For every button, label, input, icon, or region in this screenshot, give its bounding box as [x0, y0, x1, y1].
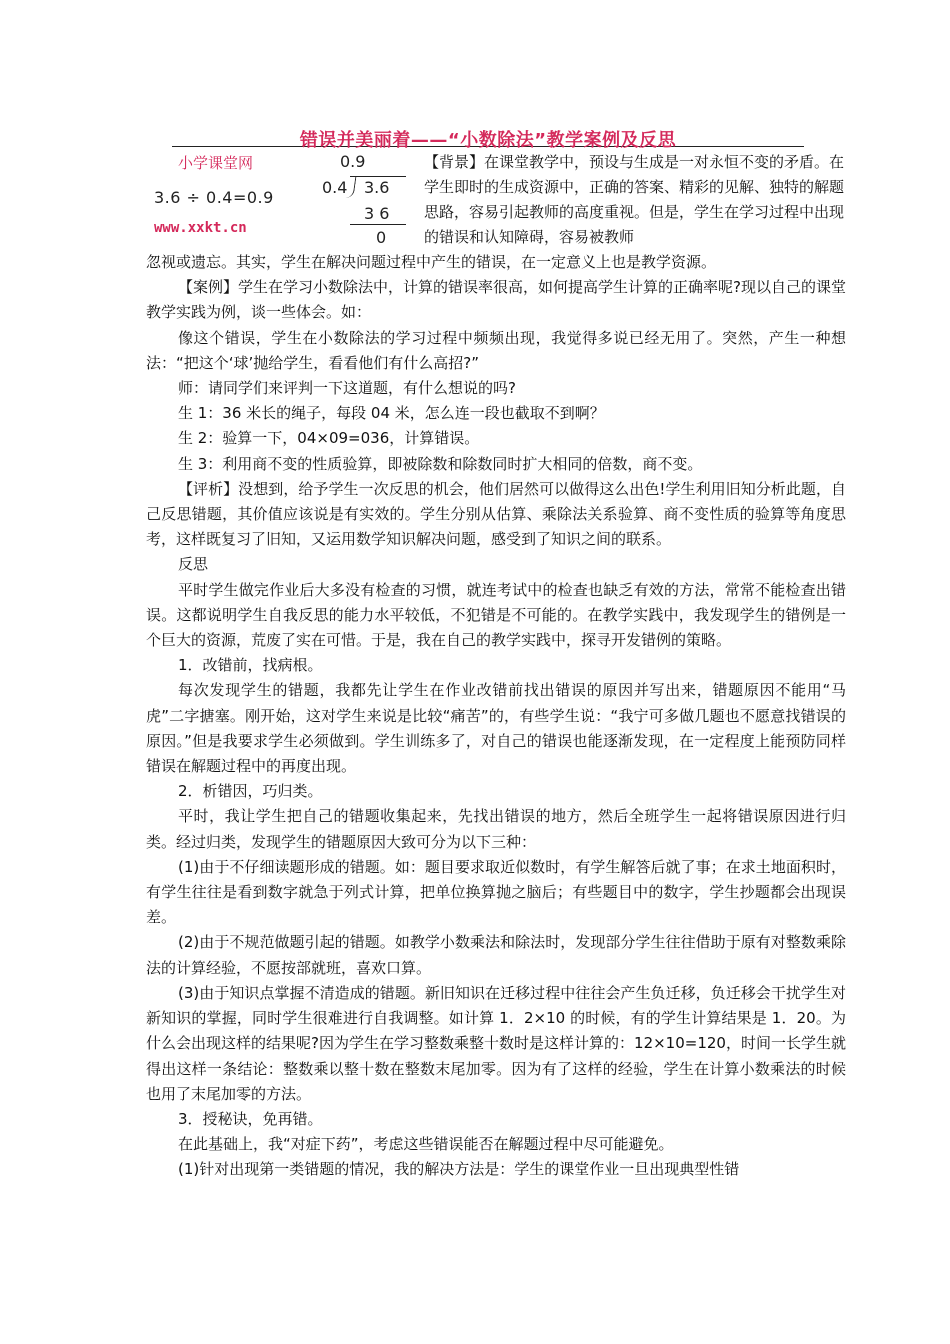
- title-block: [172, 126, 804, 150]
- division-dividend: 3.6: [364, 178, 390, 197]
- paragraph: 生 1：36 米长的绳子，每段 04 米，怎么连一段也截取不到啊？: [178, 404, 605, 423]
- section-heading: 1．改错前，找病根。: [178, 656, 323, 675]
- paragraph: (3)由于知识点掌握不清造成的错题。新旧知识在迁移过程中往往会产生负迁移，负迁移会干扰学生对新知识的掌握，同时学生很难进行自我调整。如计算 1．2×10 的时候，有的学生计算结果是 1．20。为什么会出现这样的结果呢?因为学生在学习整数乘整十数时是这样计算的：12×10=120，时间一长学生就得出这样一条结论：整数乘以整十数在整数末尾加零。因为有了这样的经验，学生在计算小数乘法的时候也用了末尾加零的方法。: [146, 983, 846, 1103]
- worked-example-figure: [148, 150, 416, 248]
- article-body: [146, 250, 846, 1183]
- page-title: 错误并美丽着——“小数除法”教学案例及反思: [299, 130, 677, 151]
- paragraph: 生 2：验算一下，04×09=036，计算错误。: [178, 429, 480, 448]
- paragraph: 像这个错误，学生在小数除法的学习过程中频频出现，我觉得多说已经无用了。突然，产生一种想法：“把这个‘球’抛给学生，看看他们有什么高招?”: [146, 328, 846, 372]
- division-divisor: 0.4: [322, 178, 348, 197]
- paragraph: (1)针对出现第一类错题的情况，我的解决方法是：学生的课堂作业一旦出现典型性错: [178, 1160, 740, 1179]
- figure-site-name: 小学课堂网: [178, 154, 254, 172]
- paragraph: 每次发现学生的错题，我都先让学生在作业改错前找出错误的原因并写出来，错题原因不能用“马虎”二字搪塞。刚开始，这对学生来说是比较“痛苦”的，有些学生说：“我宁可多做几题也不愿意找错误的原因。”但是我要求学生必须做到。学生训练多了，对自己的错误也能逐渐发现，在一定程度上能预防同样错误在解题过程中的再度出现。: [146, 681, 846, 776]
- figure-equation: 3.6 ÷ 0.4=0.9: [154, 188, 274, 207]
- paragraph: 平时学生做完作业后大多没有检查的习惯，就连考试中的检查也缺乏有效的方法，常常不能检查出错误。这都说明学生自我反思的能力水平较低，不犯错是不可能的。在教学实践中，我发现学生的错例是一个巨大的资源，荒废了实在可惜。于是，我在自己的教学实践中，探寻开发错例的策略。: [146, 580, 846, 650]
- division-remainder: 0: [376, 228, 387, 247]
- long-division: [316, 150, 416, 248]
- paragraph: 师：请同学们来评判一下这道题，有什么想说的吗?: [178, 379, 516, 398]
- figure-url: www.xxkt.cn: [154, 220, 247, 236]
- paragraph: (1)由于不仔细读题形成的错题。如：题目要求取近似数时，有学生解答后就了事；在求土地面积时，有学生往往是看到数字就急于列式计算，把单位换算抛之脑后；有些题目中的数字，学生抄题都会出现误差。: [146, 857, 846, 927]
- division-quotient: 0.9: [340, 152, 366, 171]
- section-heading: 2．析错因，巧归类。: [178, 782, 323, 801]
- paragraph: (2)由于不规范做题引起的错题。如教学小数乘法和除法时，发现部分学生往往借助于原有对整数乘除法的计算经验，不愿按部就班，喜欢口算。: [146, 933, 846, 977]
- division-bar: [350, 176, 406, 177]
- division-subtract-line: [350, 224, 406, 225]
- paragraph: 【案例】学生在学习小数除法中，计算的错误率很高，如何提高学生计算的正确率呢?现以自己的课堂教学实践为例，谈一些体会。如：: [146, 278, 846, 322]
- division-product: 3 6: [364, 204, 390, 223]
- paragraph: 在此基础上，我“对症下药”，考虑这些错误能否在解题过程中尽可能避免。: [178, 1135, 674, 1154]
- section-heading: 3．授秘诀，免再错。: [178, 1109, 323, 1128]
- section-heading: 反思: [178, 555, 209, 574]
- paragraph: 忽视或遗忘。其实，学生在解决问题过程中产生的错误，在一定意义上也是教学资源。: [146, 253, 717, 271]
- paragraph: 生 3：利用商不变的性质验算，即被除数和除数同时扩大相同的倍数，商不变。: [178, 454, 703, 473]
- paragraph: 【评析】没想到，给予学生一次反思的机会，他们居然可以做得这么出色!学生利用旧知分析此题，自己反思错题，其价值应该说是有实效的。学生分别从估算、乘除法关系验算、商不变性质的验算等角度思考，这样既复习了旧知，又运用数学知识解决问题，感受到了知识之间的联系。: [146, 479, 846, 549]
- background-paragraph: 【背景】在课堂教学中，预设与生成是一对永恒不变的矛盾。在学生即时的生成资源中，正确的答案、精彩的见解、独特的解题思路，容易引起教师的高度重视。但是，学生在学习过程中出现的错误和认知障碍，容易被教师: [424, 153, 845, 246]
- paragraph: 平时，我让学生把自己的错题收集起来，先找出错误的地方，然后全班学生一起将错误原因进行归类。经过归类，发现学生的错题原因大致可分为以下三种：: [146, 807, 846, 851]
